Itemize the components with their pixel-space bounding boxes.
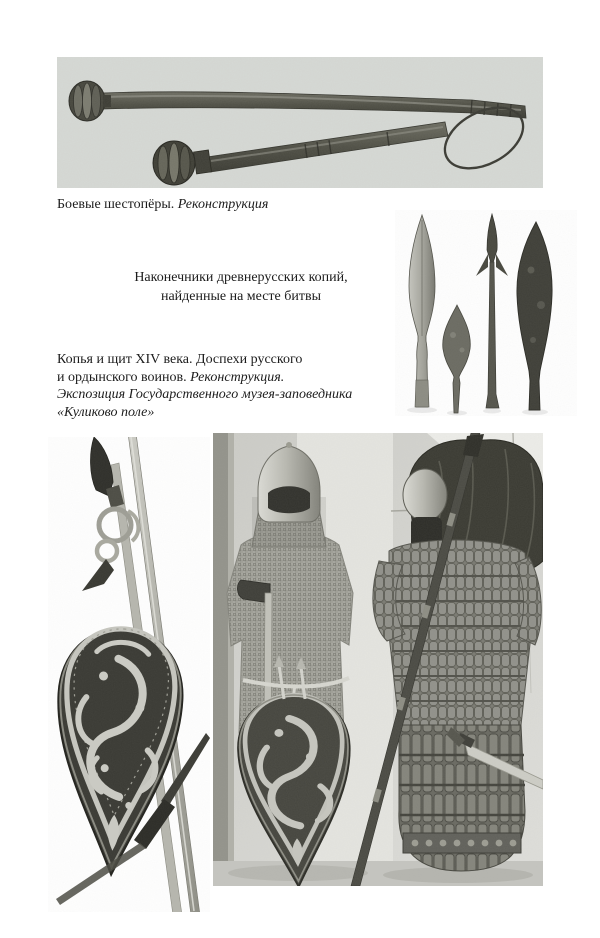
caption-armour-line2-italic: Реконструкция. [190, 369, 285, 385]
caption-maces-italic: Реконструкция [177, 197, 269, 212]
figure-museum-display [213, 433, 543, 886]
photo-grain [57, 57, 543, 188]
caption-armour-line2-roman: и ордынского воинов. [57, 369, 191, 385]
caption-spearheads-line2: найденные на месте битвы [160, 289, 322, 304]
spears-shield-canvas [48, 437, 210, 912]
caption-maces-roman: Боевые шестопёры. [57, 197, 178, 212]
museum-photo-canvas [213, 433, 543, 886]
caption-spearheads [95, 268, 387, 306]
photo-grain [213, 433, 543, 886]
caption-armour-line1: Копья и щит XIV века. Доспехи русского [57, 352, 303, 367]
figure-maces-photo [57, 57, 543, 188]
caption-armour-line4: «Куликово поле» [57, 404, 155, 420]
spearheads-photo-canvas [395, 210, 577, 416]
photo-grain [395, 210, 577, 416]
photo-grain [48, 437, 210, 912]
caption-armour-line3: Экспозиция Государственного музея-заповедника [57, 387, 353, 402]
figure-spearheads-photo [395, 210, 577, 416]
caption-armour-line2 [57, 369, 407, 387]
caption-spearheads-line1: Наконечники древнерусских копий, [134, 270, 348, 285]
caption-armour [57, 351, 407, 421]
maces-photo-canvas [57, 57, 543, 188]
figure-spears-shield [48, 437, 210, 912]
